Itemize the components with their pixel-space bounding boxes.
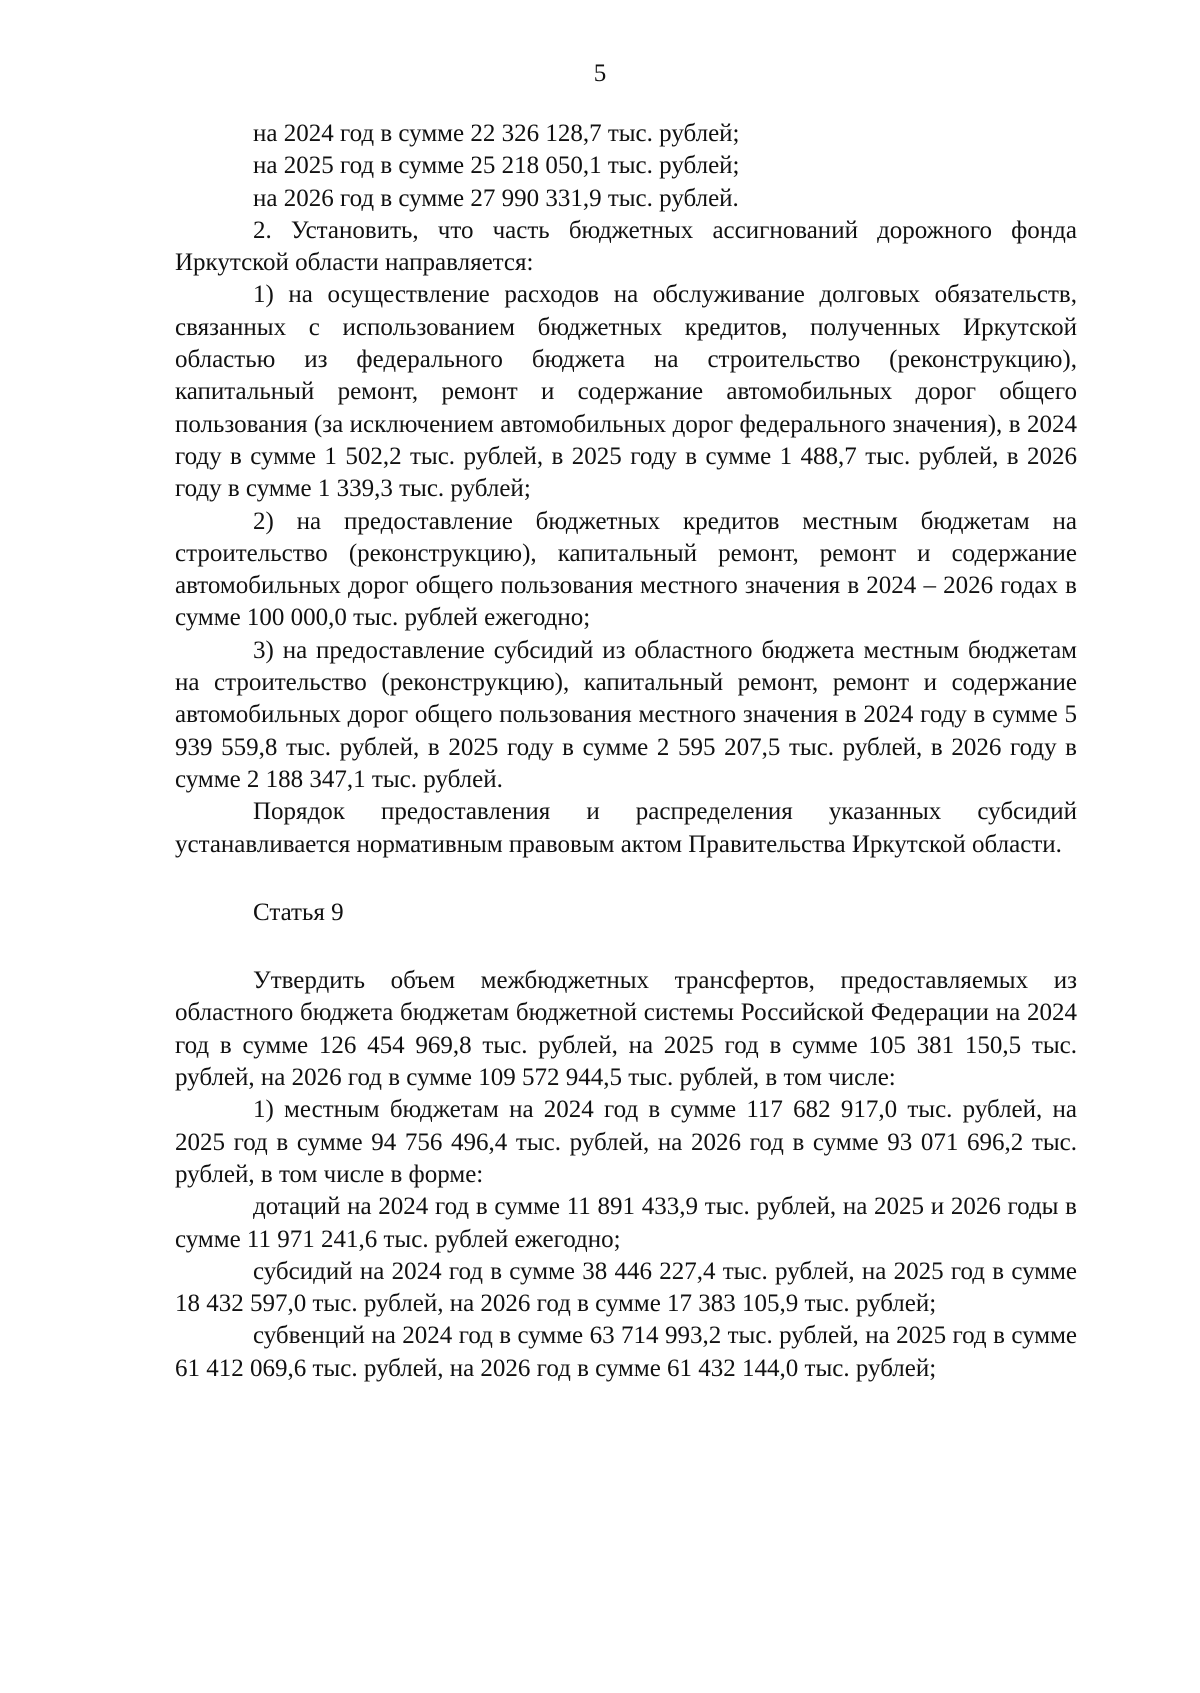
road-fund-item-2: 2) на предоставление бюджетных кредитов местным бюджетам на строительство (реконструкцию), капитальный ремонт, ремонт и содержание автомобильных дорог общего пользования местного значения в 2024 – 2026 годах в сумме 100 000,0 тыс. рублей ежегодно; (175, 507, 1077, 632)
page-number: 5 (593, 60, 607, 87)
clause-2-paragraph: 2. Установить, что часть бюджетных ассигнований дорожного фонда Иркутской области направляется: (175, 216, 1077, 277)
article-9-grants: дотаций на 2024 год в сумме 11 891 433,9 тыс. рублей, на 2025 и 2026 годы в сумме 11 971 241,6 тыс. рублей ежегодно; (175, 1193, 1077, 1253)
article-9-subsidies: субсидий на 2024 год в сумме 38 446 227,4 тыс. рублей, на 2025 год в сумме 18 432 597,0 тыс. рублей, на 2026 год в сумме 17 383 105,9 тыс. рублей; (175, 1257, 1077, 1318)
budget-line-2024: на 2024 год в сумме 22 326 128,7 тыс. рублей; (253, 120, 740, 147)
document-body (175, 118, 1077, 1385)
road-fund-item-3: 3) на предоставление субсидий из областного бюджета местным бюджетам на строительство (реконструкцию), капитальный ремонт, ремонт и содержание автомобильных дорог общего пользования местного значения в 2024 году в сумме 5 939 559,8 тыс. рублей, в 2025 году в сумме 2 595 207,5 тыс. рублей, в 2026 году в сумме 2 188 347,1 тыс. рублей. (175, 636, 1077, 793)
article-9-intro: Утвердить объем межбюджетных трансфертов, предоставляемых из областного бюджета бюджетам бюджетной системы Российской Федерации на 2024 год в сумме 126 454 969,8 тыс. рублей, на 2025 год в сумме 105 381 150,5 тыс. рублей, на 2026 год в сумме 109 572 944,5 тыс. рублей, в том числе: (175, 967, 1077, 1092)
budget-line-2026: на 2026 год в сумме 27 990 331,9 тыс. рублей. (253, 184, 739, 212)
article-9-item-1: 1) местным бюджетам на 2024 год в сумме 117 682 917,0 тыс. рублей, на 2025 год в сумме 94 756 496,4 тыс. рублей, на 2026 год в сумме 93 071 696,2 тыс. рублей, в том числе в форме: (175, 1096, 1077, 1188)
section-spacer (175, 861, 1077, 897)
subsidy-procedure-paragraph: Порядок предоставления и распределения указанных субсидий устанавливается нормативным правовым актом Правительства Иркутской области. (175, 798, 1077, 858)
road-fund-item-1: 1) на осуществление расходов на обслуживание долговых обязательств, связанных с использованием бюджетных кредитов, полученных Иркутской областью из федерального бюджета на строительство (реконструкцию), капитальный ремонт, ремонт и содержание автомобильных дорог общего пользования (за исключением автомобильных дорог федерального значения), в 2024 году в сумме 1 502,2 тыс. рублей, в 2025 году в сумме 1 488,7 тыс. рублей, в 2026 году в сумме 1 339,3 тыс. рублей; (175, 281, 1077, 503)
article-9-heading: Статья 9 (253, 898, 344, 926)
section-spacer (175, 929, 1077, 965)
budget-line-2025: на 2025 год в сумме 25 218 050,1 тыс. рублей; (253, 152, 740, 180)
article-9-subventions: субвенций на 2024 год в сумме 63 714 993,2 тыс. рублей, на 2025 год в сумме 61 412 069,6 тыс. рублей, на 2026 год в сумме 61 432 144,0 тыс. рублей; (175, 1322, 1077, 1382)
